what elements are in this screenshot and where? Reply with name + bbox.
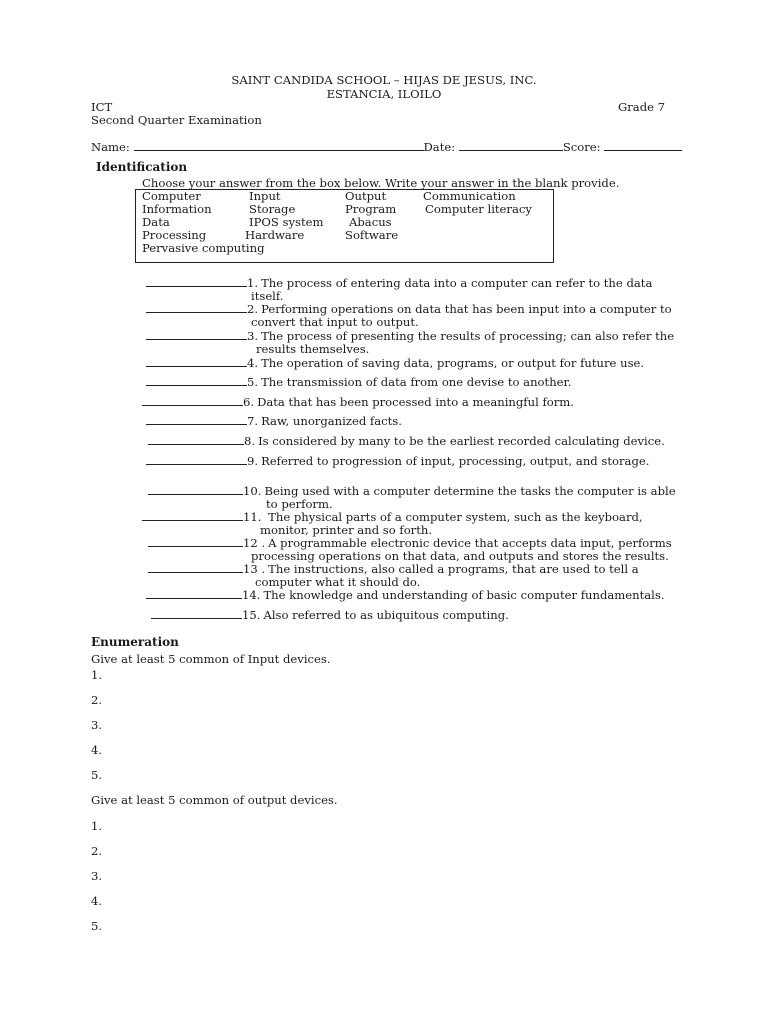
- answer-blank[interactable]: [148, 434, 244, 445]
- item-text: The process of entering data into a computer can refer to the data: [261, 276, 653, 290]
- enumeration-number: 1.: [91, 668, 103, 682]
- identification-item: [146, 329, 674, 343]
- answer-blank[interactable]: [146, 302, 247, 313]
- item-text-continued: processing operations on that data, and outputs and stores the results.: [251, 549, 669, 563]
- choice-item: IPOS system: [249, 215, 324, 229]
- identification-item: [148, 434, 665, 448]
- item-text-continued: to perform.: [266, 497, 333, 511]
- answer-blank[interactable]: [142, 395, 243, 406]
- item-number: 11.: [243, 510, 262, 524]
- item-text-continued: results themselves.: [256, 342, 370, 356]
- identification-item: [146, 375, 571, 389]
- enumeration-number: 2.: [91, 844, 103, 858]
- choice-item: Computer: [142, 189, 201, 203]
- answer-blank[interactable]: [148, 536, 243, 547]
- choice-item: Input: [249, 189, 281, 203]
- item-text: Is considered by many to be the earliest recorded calculating device.: [258, 434, 665, 448]
- choice-item: Software: [345, 228, 399, 242]
- item-number: 9.: [247, 454, 259, 468]
- item-text: Performing operations on data that has been input into a computer to: [261, 302, 672, 316]
- date-field[interactable]: [459, 140, 563, 151]
- identification-item: [146, 276, 652, 290]
- item-text-continued: computer what it should do.: [255, 575, 421, 589]
- choice-item: Data: [142, 215, 170, 229]
- choice-item: Storage: [249, 202, 296, 216]
- answer-blank[interactable]: [146, 454, 247, 465]
- item-text: The operation of saving data, programs, or output for future use.: [261, 356, 645, 370]
- answer-blank[interactable]: [148, 484, 243, 495]
- item-text-continued: itself.: [251, 289, 284, 303]
- identification-item: [146, 454, 649, 468]
- item-text: The physical parts of a computer system, such as the keyboard,: [264, 510, 643, 524]
- item-number: 15.: [242, 608, 261, 622]
- school-name: SAINT CANDIDA SCHOOL – HIJAS DE JESUS, INC.: [231, 73, 537, 87]
- answer-blank[interactable]: [146, 356, 247, 367]
- item-number: 1.: [247, 276, 259, 290]
- enumeration-number: 1.: [91, 819, 103, 833]
- item-text: Also referred to as ubiquitous computing.: [263, 608, 509, 622]
- answer-blank[interactable]: [146, 414, 247, 425]
- item-text: The knowledge and understanding of basic computer fundamentals.: [263, 588, 665, 602]
- item-text: Referred to progression of input, processing, output, and storage.: [261, 454, 650, 468]
- identification-item: [146, 588, 665, 602]
- choice-item: Output: [345, 189, 387, 203]
- score-label: Score:: [562, 140, 601, 154]
- item-number: 3.: [247, 329, 259, 343]
- answer-blank[interactable]: [142, 510, 243, 521]
- item-text: A programmable electronic device that accepts data input, performs: [268, 536, 672, 550]
- answer-blank[interactable]: [146, 276, 247, 287]
- choice-item: Processing: [142, 228, 207, 242]
- enumeration-number: 2.: [91, 693, 103, 707]
- answer-blank[interactable]: [146, 329, 247, 340]
- choice-item: Program: [345, 202, 397, 216]
- choice-item: Abacus: [349, 215, 392, 229]
- enumeration-number: 4.: [91, 743, 103, 757]
- input-devices-prompt: Give at least 5 common of Input devices.: [91, 652, 331, 666]
- item-text: Being used with a computer determine the tasks the computer is able: [264, 484, 676, 498]
- identification-item: [151, 608, 509, 622]
- item-number: 5.: [247, 375, 259, 389]
- enumeration-number: 5.: [91, 919, 103, 933]
- item-number: 4.: [247, 356, 259, 370]
- choice-item: Computer literacy: [425, 202, 532, 216]
- output-devices-prompt: Give at least 5 common of output devices.: [91, 793, 338, 807]
- item-text: Data that has been processed into a meaningful form.: [257, 395, 574, 409]
- enumeration-number: 3.: [91, 718, 103, 732]
- enumeration-number: 4.: [91, 894, 103, 908]
- answer-blank[interactable]: [146, 375, 247, 386]
- identification-item: [142, 510, 643, 524]
- identification-instructions: Choose your answer from the box below. Write your answer in the blank provide.: [142, 176, 620, 190]
- item-number: 8.: [244, 434, 256, 448]
- name-field[interactable]: [134, 140, 424, 151]
- item-number: 6.: [243, 395, 255, 409]
- enumeration-number: 5.: [91, 768, 103, 782]
- item-text: The transmission of data from one devise to another.: [261, 375, 572, 389]
- item-number: 14.: [242, 588, 261, 602]
- identification-item: [146, 414, 402, 428]
- choice-item: Pervasive computing: [142, 241, 265, 255]
- identification-item: [148, 562, 639, 576]
- item-text: The instructions, also called a programs, that are used to tell a: [268, 562, 639, 576]
- item-text-continued: convert that input to output.: [251, 315, 419, 329]
- answer-blank[interactable]: [148, 562, 243, 573]
- identification-item: [148, 484, 676, 498]
- answer-blank[interactable]: [151, 608, 242, 619]
- answer-blank[interactable]: [146, 588, 242, 599]
- identification-item: [146, 302, 672, 316]
- identification-heading: Identification: [96, 160, 188, 174]
- item-text: Raw, unorganized facts.: [261, 414, 402, 428]
- enumeration-heading: Enumeration: [91, 635, 179, 649]
- choice-item: Communication: [423, 189, 516, 203]
- score-field[interactable]: [604, 140, 682, 151]
- identification-item: [148, 536, 672, 550]
- item-number: 10.: [243, 484, 262, 498]
- choice-item: Hardware: [245, 228, 305, 242]
- item-number: 12 .: [243, 536, 266, 550]
- enumeration-number: 3.: [91, 869, 103, 883]
- identification-item: [142, 395, 574, 409]
- exam-title: Second Quarter Examination: [91, 113, 262, 127]
- item-number: 7.: [247, 414, 259, 428]
- name-label: Name:: [91, 140, 130, 154]
- subject-label: ICT: [91, 100, 113, 114]
- info-line: [91, 140, 682, 154]
- choice-item: Information: [142, 202, 212, 216]
- item-text-continued: monitor, printer and so forth.: [260, 523, 433, 537]
- item-number: 13 .: [243, 562, 266, 576]
- item-number: 2.: [247, 302, 259, 316]
- date-label: Date:: [423, 140, 456, 154]
- identification-item: [146, 356, 644, 370]
- school-location: ESTANCIA, ILOILO: [326, 87, 442, 101]
- grade-label: Grade 7: [618, 100, 666, 114]
- item-text: The process of presenting the results of processing; can also refer the: [261, 329, 675, 343]
